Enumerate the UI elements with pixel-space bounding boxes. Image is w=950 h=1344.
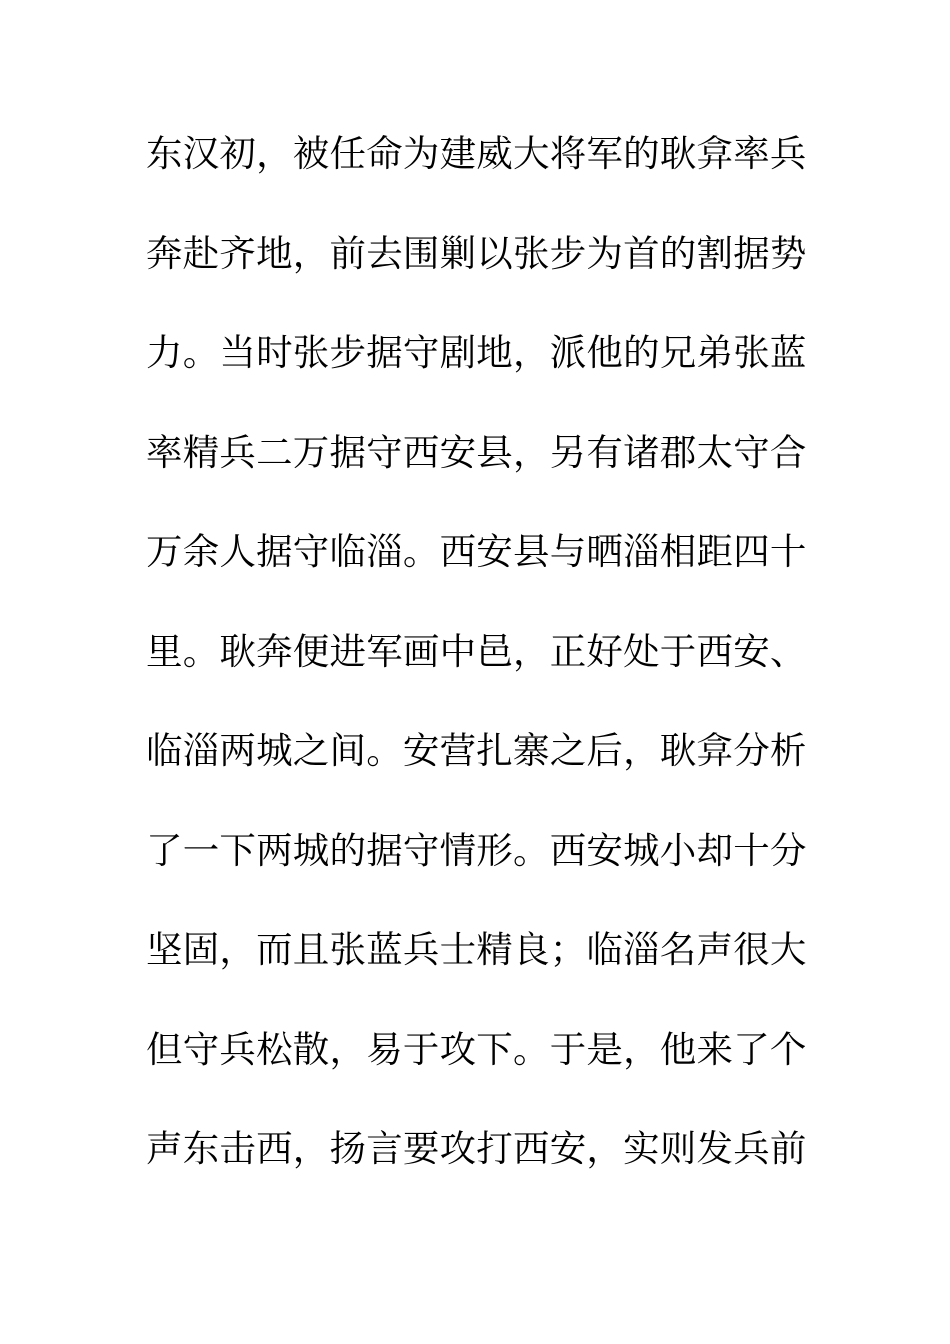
text-line: 声东击西，扬言要攻打西安，实则发兵前 (146, 1127, 807, 1170)
text-line: 临淄两城之间。安营扎寨之后，耿弇分析 (146, 729, 807, 772)
text-line: 但守兵松散，易于攻下。于是，他来了个 (146, 1027, 807, 1071)
text-line: 力。当时张步据守剧地，派他的兄弟张蓝 (146, 331, 807, 374)
text-line: 万余人据守临淄。西安县与晒淄相距四十 (146, 530, 807, 573)
text-line: 率精兵二万据守西安县，另有诸郡太守合 (146, 430, 807, 474)
text-line: 里。耿奔便进军画中邑，正好处于西安、 (146, 629, 807, 673)
body-text (146, 123, 826, 1218)
text-line: 东汉初，被任命为建威大将军的耿弇率兵 (146, 132, 807, 175)
text-line: 奔赴齐地，前去围剿以张步为首的割据势 (146, 231, 807, 275)
text-line: 了一下两城的据守情形。西安城小却十分 (146, 828, 807, 872)
text-line: 坚固，而且张蓝兵士精良；临淄名声很大 (146, 928, 807, 971)
